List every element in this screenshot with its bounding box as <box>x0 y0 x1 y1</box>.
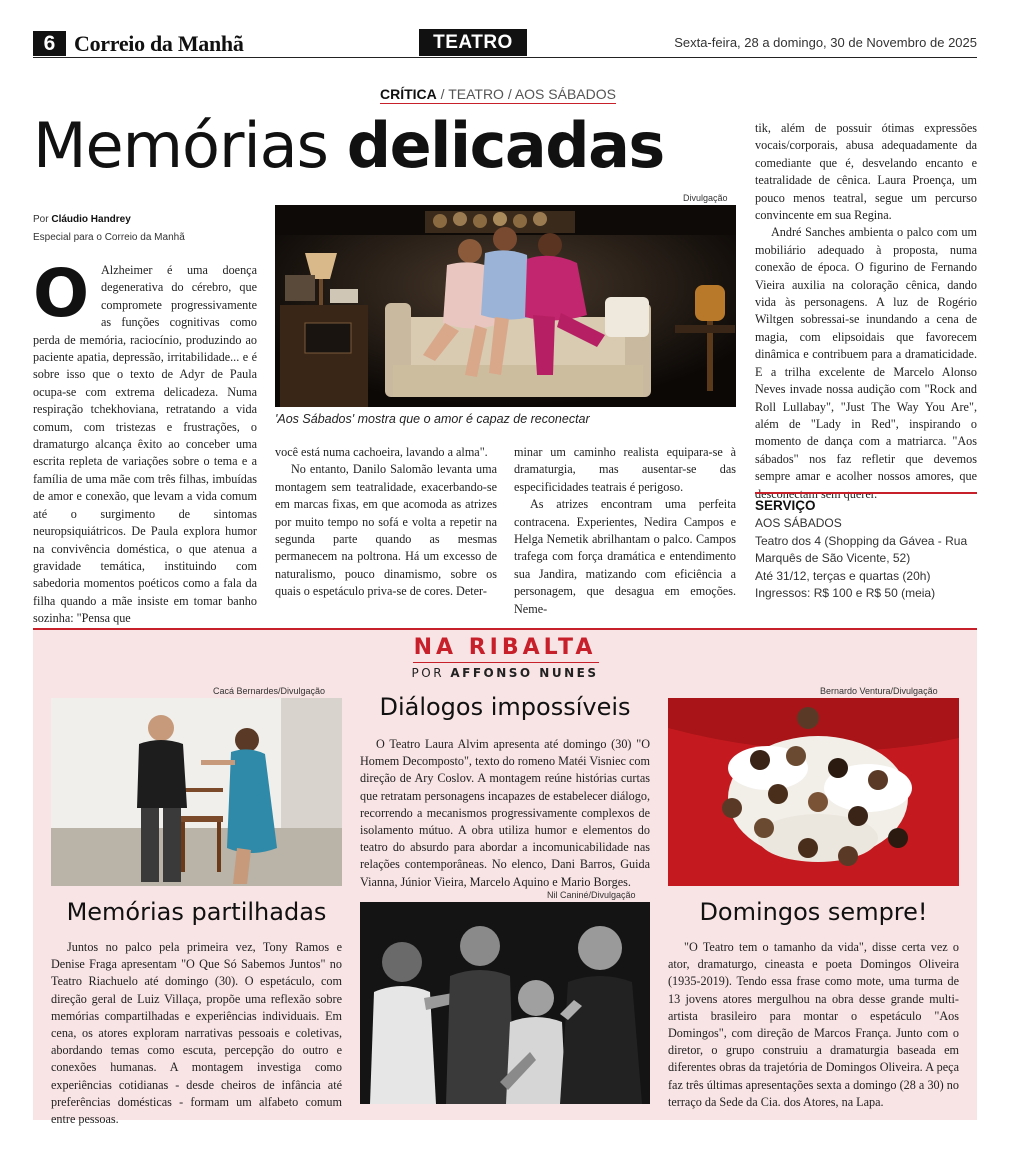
byline-role: Especial para o Correio da Manhã <box>33 232 185 243</box>
paragraph: No entanto, Danilo Salomão levanta uma montagem sem teatralidade, exacerbando-se em marcas fixas, em que acomoda as atrizes por muito tempo no sofá e volta a repetir na segunda parte quando as mesmas permanecem na poltrona. Há um excesso de naturalismo, pouco dinamismo, sobre os quais o espetáculo priva-se de cores. Deter- <box>275 462 497 599</box>
byline <box>33 211 185 247</box>
paragraph: tik, além de possuir ótimas expressões vocais/corporais, abusa adequadamente da comediante que é, desvelando encanto e teatralidade de cênica. Laura Proença, um pouco menos teatral, segue um percurso convincente em sua Regina. <box>755 121 977 223</box>
servico-line: Até 31/12, terças e quartas (20h) <box>755 568 931 583</box>
article-kicker <box>380 86 616 104</box>
photo-caption: 'Aos Sábados' mostra que o amor é capaz de reconectar <box>275 412 590 426</box>
center-heading: Diálogos impossíveis <box>379 693 631 721</box>
headline-light: Memórias <box>33 109 347 182</box>
servico-line: Teatro dos 4 (Shopping da Gávea - Rua Marquês de São Vicente, 52) <box>755 533 968 565</box>
photo-credit: Divulgação <box>683 193 728 203</box>
left-photo[interactable] <box>51 698 342 886</box>
page-number: 6 <box>33 31 66 56</box>
article-headline <box>33 103 664 189</box>
left-heading: Memórias partilhadas <box>66 898 327 926</box>
main-photo[interactable] <box>275 205 736 407</box>
article-column-3 <box>514 444 736 618</box>
headline-bold: delicadas <box>346 109 664 182</box>
right-photo-credit: Bernardo Ventura/Divulgação <box>820 686 938 696</box>
article-column-1 <box>33 255 257 628</box>
paragraph: Alzheimer é uma doença degenerativa do cérebro, que compromete progressivamente as funções cognitivas como perda de memória, raciocínio, produzindo ao paciente apatia, depressão, irritabilidade... e é sobre isso que o texto de Adyr de Paula ocupa-se com extrema delicadeza. Numa respiração tchekhoviana, retratando a vida comum, com tristezas e frustrações, o dramaturgo alcança êxito ao conceber uma escrita repleta de variações sobre o tema e a família de uma mãe com três filhas, imbuídas de amor e conexão, que levam a vida comum até o surgimento de sintomas neuropsiquiátricos. De Paula explora humor na convivência doméstica, o que atenua a gravidade temática, instituindo com sabedoria momentos poéticos como a fala da filha quando a mãe insiste em tomar banho sozinha: "Pensa que <box>33 263 257 626</box>
dateline: Sexta-feira, 28 a domingo, 30 de Novembro de 2025 <box>674 35 977 50</box>
stage-photo-illustration <box>275 205 736 407</box>
byline-prefix: Por <box>33 214 52 225</box>
drop-cap: O <box>33 255 90 332</box>
ribalta-byline <box>33 665 977 681</box>
paragraph: André Sanches ambienta o palco com um mobiliário adequado à proposta, numa conexão de época. O figurino de Fernando Vieira auxilia na coloração cênica, dando vida às personagens. A luz de Rogério Wiltgen sobressai-se inundando a cena de magia, com elipsoidais que favorecem dinâmica e contribuem para a dramaticidade. E a trilha excelente de Marcelo Alonso Neves invade nossa audição com "Rock and Roll Lullabay", "Just The Way You Are", além de "Lady in Red", inspirando o momento de dança com a matriarca. "Aos sábados" nos faz refletir que devemos sempre amar e acolher nossos amores, que <box>755 225 977 484</box>
ribalta-box <box>33 628 977 1127</box>
center-photo-credit: Nil Caniné/Divulgação <box>547 890 636 900</box>
servico-line: AOS SÁBADOS <box>755 516 842 530</box>
section-label[interactable]: TEATRO <box>419 29 527 56</box>
paragraph: você está numa cachoeira, lavando a alma". <box>275 445 488 459</box>
article-column-2 <box>275 444 497 601</box>
right-heading: Domingos sempre! <box>699 898 928 926</box>
byline-author[interactable]: Cláudio Handrey <box>51 214 131 225</box>
page-header <box>33 31 977 58</box>
right-text: "O Teatro tem o tamanho da vida", disse certa vez o ator, dramaturgo, cineasta e poeta Domingos Oliveira (1935-2019). Tendo essa frase como mote, uma turma de 13 jovens atores mergulhou na obra desse grande multi-artista brasileiro para montar o espetáculo "Aos Domingos", com direção de Marcos França. Junto com o diretor, o grupo construiu a dramaturgia baseada em diferentes obras da trajetória de Domingos Oliveira. A peça faz três últimas apresentações sexta a domingo (28 a 30) no terraço da Sede da Cia. dos Atores, na Lapa. <box>668 940 959 1109</box>
servico-title: SERVIÇO <box>755 498 816 513</box>
newspaper-name[interactable]: Correio da Manhã <box>74 31 244 56</box>
ribalta-por: POR <box>411 666 451 680</box>
center-text: O Teatro Laura Alvim apresenta até domingo (30) "O Homem Decomposto", texto do romeno Matéi Visniec com direção de Ary Coslov. A montagem reúne histórias curtas que retratam personagens incapazes de estabelecer diálogo, recorrendo a mecanismos progressivamente complexos de isolamento mútuo. A obra utiliza humor e elementos do teatro do absurdo para abordar a incomunicabilidade nas relações contemporâneas. No elenco, Dani Barros, Guida Vianna, Júnior Vieira, Marcelo Aquino e Mario Borges. <box>360 737 650 889</box>
header-rule <box>33 57 977 58</box>
right-photo[interactable] <box>668 698 959 886</box>
center-photo[interactable] <box>360 902 650 1104</box>
servico-box <box>755 496 977 603</box>
paragraph: minar um caminho realista equipara-se à dramaturgia, mas ausentar-se das especificidades teatrais é perigoso. <box>514 445 736 494</box>
servico-line: Ingressos: R$ 100 e R$ 50 (meia) <box>755 586 936 600</box>
ribalta-author[interactable]: AFFONSO NUNES <box>450 666 599 680</box>
paragraph: As atrizes encontram uma perfeita contracena. Experientes, Nedira Campos e Helga Nemetik abrilhantam o palco. Campos trafega com força dramática e entendimento sua Jandira, matizando com eficiência a personagem, que desagua em emoções. Neme- <box>514 497 736 616</box>
left-photo-illustration <box>51 698 342 886</box>
left-text: Juntos no palco pela primeira vez, Tony Ramos e Denise Fraga apresentam "O Que Só Sabemos Juntos" no Teatro Riachuelo até domingo (30). O espetáculo, com direção geral de Luiz Villaça, propõe uma reflexão sobre memórias compartilhadas e experiências individuais. Em cena, os atores exploram narrativas pessoais e coletivas, abordando temas como escuta, percepção do outro e conexões humanas. A montagem investiga como experiências cotidianas - desde cheiros de infância até preferências domésticas - formam um alfabeto comum entre pessoas. <box>51 940 342 1127</box>
center-photo-illustration <box>360 902 650 1104</box>
kicker-path: / TEATRO / AOS SÁBADOS <box>436 86 616 102</box>
ribalta-rule <box>413 662 599 663</box>
servico-rule <box>755 492 977 494</box>
ribalta-title: NA RIBALTA <box>413 635 597 660</box>
right-photo-illustration <box>668 698 959 886</box>
kicker-label: CRÍTICA <box>380 86 437 102</box>
left-photo-credit: Cacá Bernardes/Divulgação <box>213 686 326 696</box>
article-column-4 <box>755 120 977 503</box>
